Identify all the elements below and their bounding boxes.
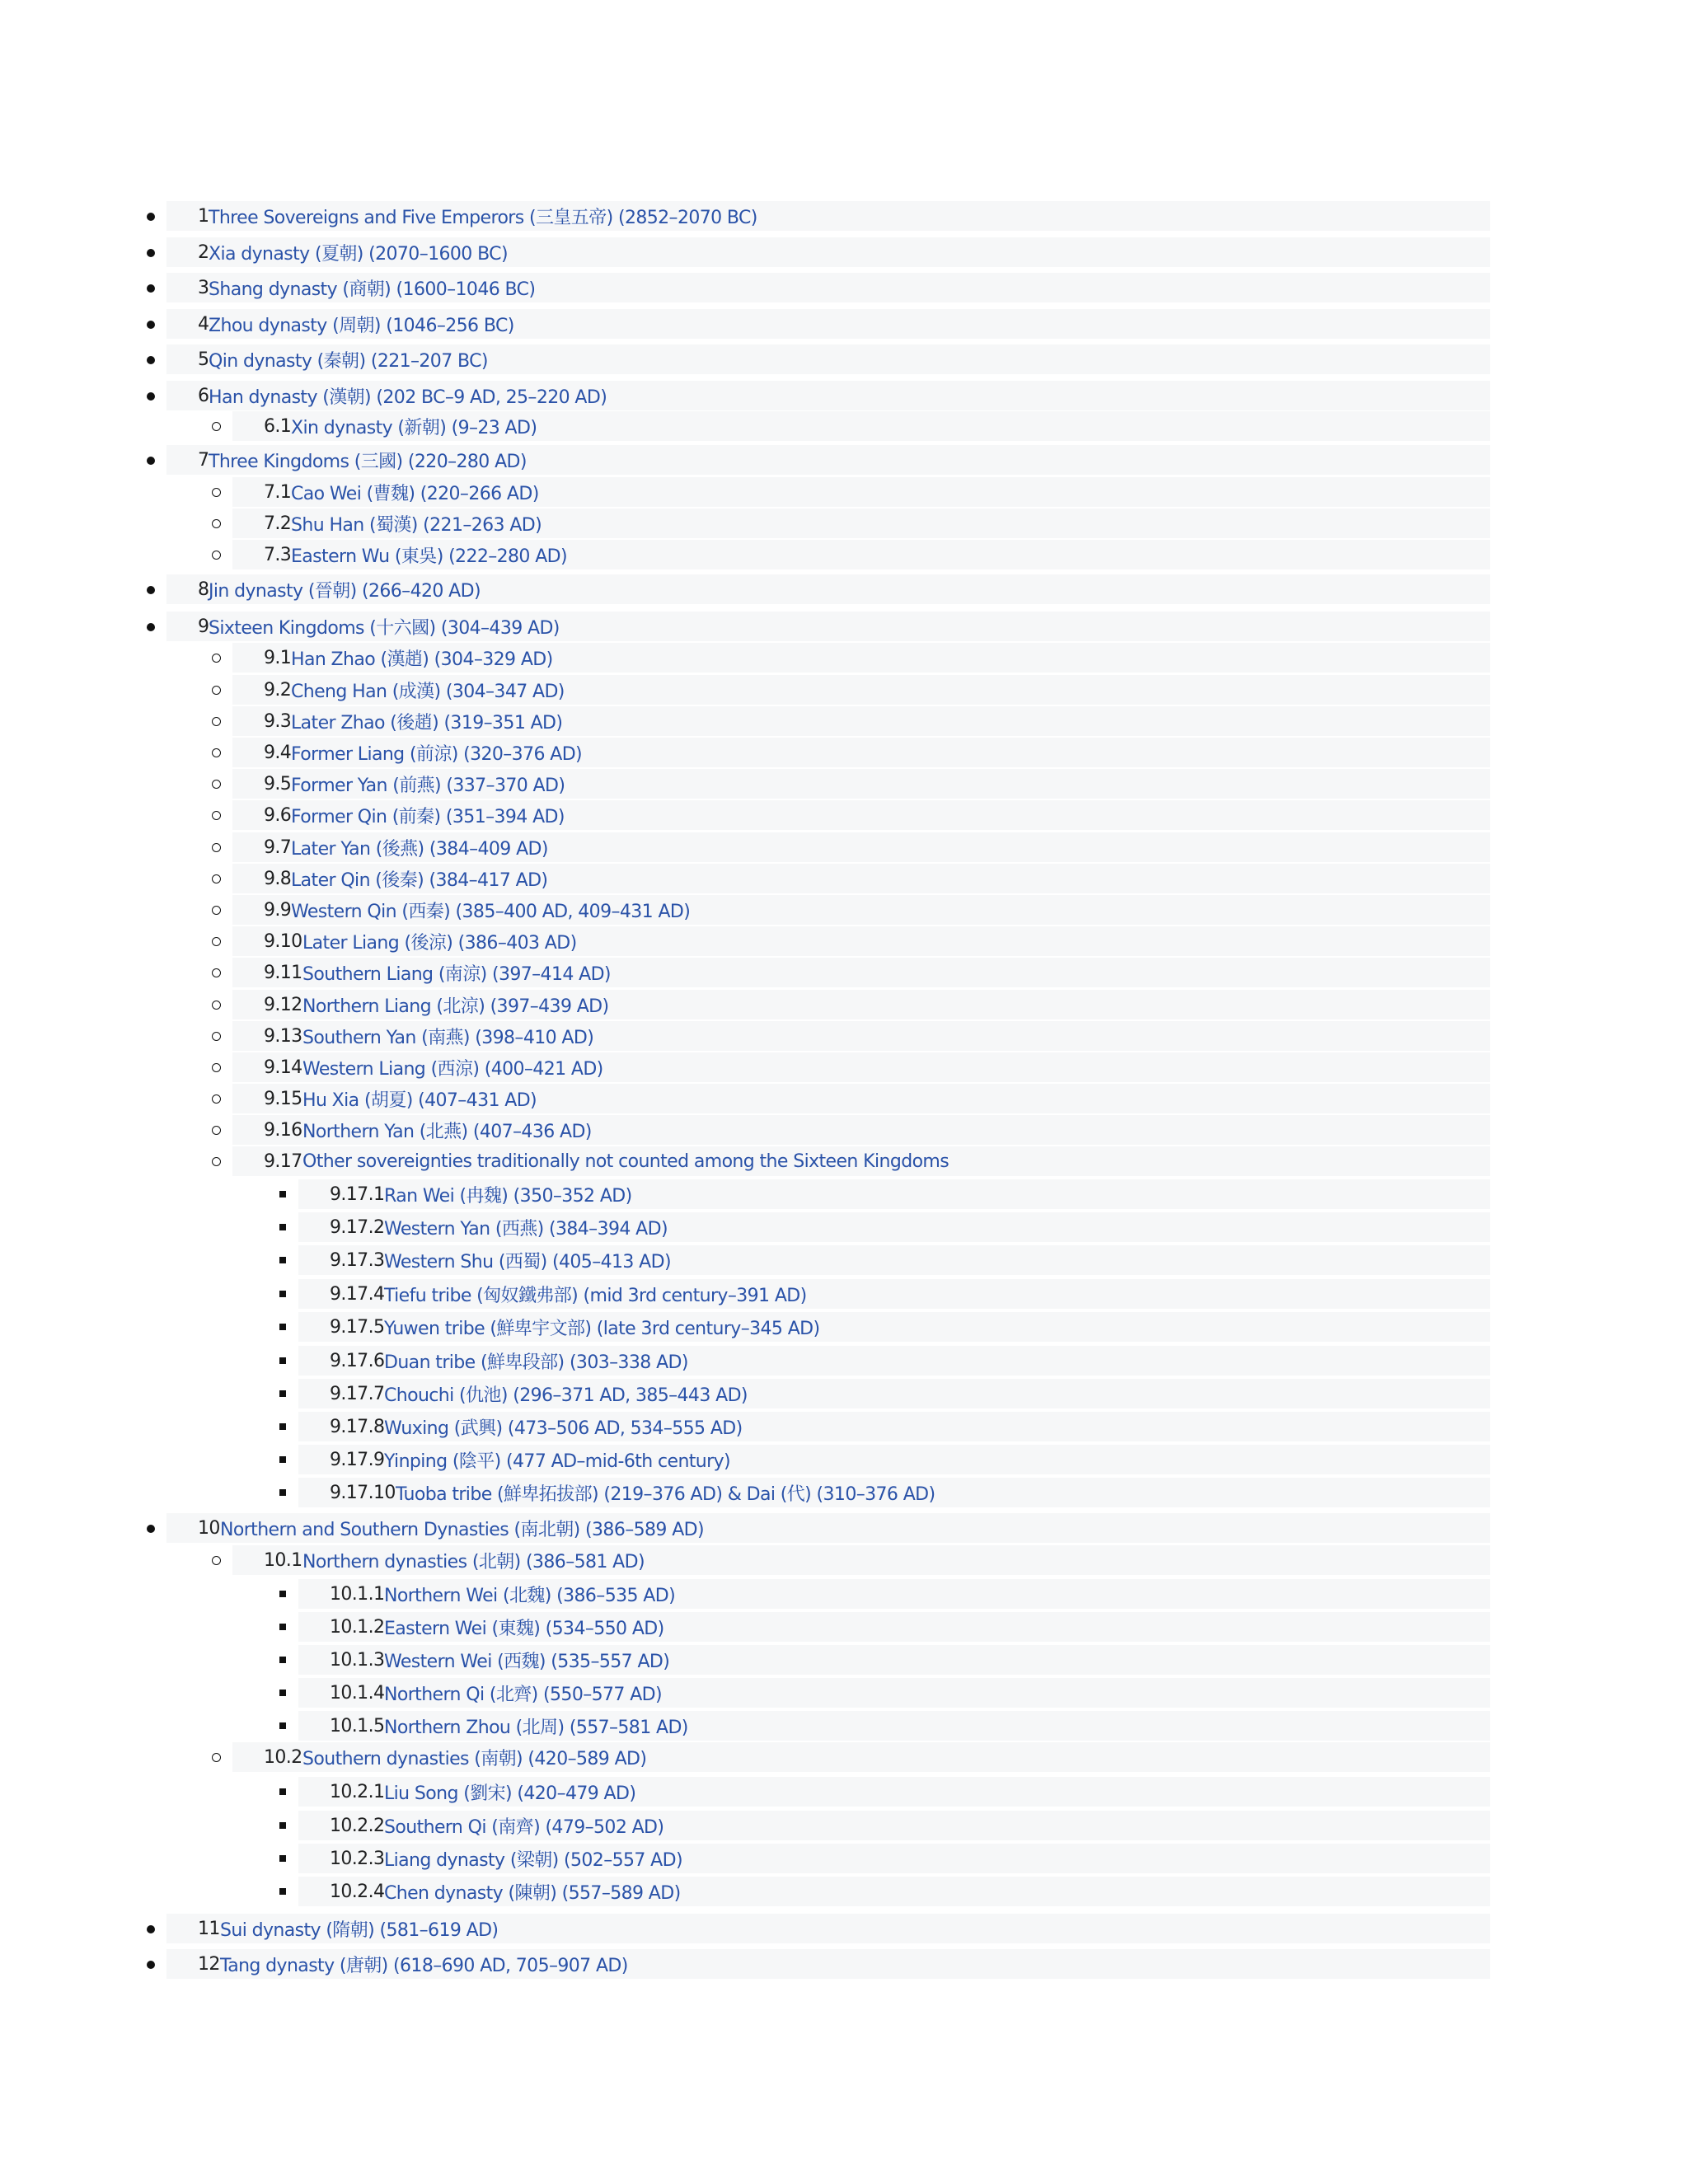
disc-bullet-icon: [142, 618, 160, 636]
toc-link[interactable]: Eastern Wei (東魏) (534–550 AD): [384, 1618, 664, 1639]
square-bullet-icon: [274, 1652, 292, 1670]
square-bullet-icon: [274, 1385, 292, 1404]
toc-link[interactable]: Zhou dynasty (周朝) (1046–256 BC): [209, 315, 514, 336]
circle-bullet-icon: [208, 807, 226, 825]
toc-link[interactable]: Southern Yan (南燕) (398–410 AD): [302, 1027, 594, 1048]
toc-item: [274, 1478, 1490, 1507]
circle-bullet-icon: [208, 964, 226, 982]
toc-link[interactable]: Western Wei (西魏) (535–557 AD): [384, 1651, 670, 1672]
toc-number: 9.3: [264, 710, 292, 732]
toc-number: 10.1.5: [330, 1715, 385, 1736]
circle-bullet-icon: [208, 1028, 226, 1046]
toc-item: [208, 411, 1490, 441]
toc-link[interactable]: Three Sovereigns and Five Emperors (三皇五帝) (2852–2070 BC): [209, 207, 757, 228]
toc-link[interactable]: Three Kingdoms (三國) (220–280 AD): [209, 451, 527, 472]
toc-link[interactable]: Western Qin (西秦) (385–400 AD, 409–431 AD): [291, 901, 691, 922]
square-bullet-icon: [274, 1219, 292, 1237]
circle-bullet-icon: [208, 1122, 226, 1140]
toc-item: [208, 926, 1490, 956]
toc-item: [274, 1579, 1490, 1609]
toc-link[interactable]: Western Yan (西燕) (384–394 AD): [384, 1218, 668, 1240]
square-bullet-icon: [274, 1451, 292, 1469]
disc-bullet-icon: [142, 244, 160, 262]
circle-bullet-icon: [208, 1059, 226, 1077]
toc-item: [274, 1711, 1490, 1741]
circle-bullet-icon: [208, 713, 226, 731]
toc-item: [142, 445, 1490, 475]
toc-number: 7: [198, 449, 209, 471]
toc-link[interactable]: Xia dynasty (夏朝) (2070–1600 BC): [209, 243, 508, 265]
toc-number: 10.2.2: [330, 1815, 385, 1836]
toc-item: [274, 1212, 1490, 1242]
toc-number: 9.12: [264, 994, 302, 1015]
toc-number: 9.17.9: [330, 1449, 385, 1470]
toc-link[interactable]: Southern dynasties (南朝) (420–589 AD): [302, 1748, 647, 1769]
square-bullet-icon: [274, 1685, 292, 1703]
toc-item: [274, 1379, 1490, 1408]
square-bullet-icon: [274, 1883, 292, 1901]
toc-number: 10.1.1: [330, 1583, 385, 1605]
circle-bullet-icon: [208, 744, 226, 762]
square-bullet-icon: [274, 1352, 292, 1371]
toc-number: 9.9: [264, 899, 292, 921]
toc-item: [208, 990, 1490, 1019]
toc-number: 9.1: [264, 647, 292, 668]
toc-item: [274, 1844, 1490, 1873]
toc-link[interactable]: Yuwen tribe (鮮卑宇文部) (late 3rd century–345 AD): [384, 1318, 820, 1339]
disc-bullet-icon: [142, 208, 160, 226]
toc-link[interactable]: Wuxing (武興) (473–506 AD, 534–555 AD): [384, 1418, 743, 1439]
square-bullet-icon: [274, 1484, 292, 1502]
toc-item: [274, 1811, 1490, 1840]
toc-item: [208, 706, 1490, 736]
toc-link[interactable]: Han Zhao (漢趙) (304–329 AD): [291, 649, 553, 670]
toc-item: [208, 864, 1490, 893]
square-bullet-icon: [274, 1718, 292, 1736]
toc-link[interactable]: Later Qin (後秦) (384–417 AD): [291, 869, 548, 891]
toc-link[interactable]: Duan tribe (鮮卑段部) (303–338 AD): [384, 1352, 688, 1373]
toc-item: [274, 1877, 1490, 1906]
square-bullet-icon: [274, 1586, 292, 1604]
toc-link[interactable]: Ran Wei (冉魏) (350–352 AD): [384, 1185, 632, 1207]
toc-link[interactable]: Shang dynasty (商朝) (1600–1046 BC): [209, 279, 536, 300]
toc-link[interactable]: Northern and Southern Dynasties (南北朝) (386–589 AD): [220, 1519, 704, 1540]
toc-item: [142, 344, 1490, 374]
toc-number: 1: [198, 205, 209, 227]
disc-bullet-icon: [142, 1520, 160, 1538]
toc-link[interactable]: Jin dynasty (晉朝) (266–420 AD): [209, 580, 481, 602]
toc-item: [274, 1279, 1490, 1309]
toc-number: 7.2: [264, 513, 292, 534]
toc-number: 9.4: [264, 742, 292, 763]
circle-bullet-icon: [208, 418, 226, 436]
toc-number: 10.1.4: [330, 1682, 385, 1704]
circle-bullet-icon: [208, 546, 226, 565]
toc-item: [142, 381, 1490, 410]
toc-item: [274, 1179, 1490, 1209]
square-bullet-icon: [274, 1619, 292, 1637]
toc-number: 11: [198, 1918, 220, 1939]
toc-item: [208, 509, 1490, 538]
toc-link[interactable]: Hu Xia (胡夏) (407–431 AD): [302, 1090, 537, 1111]
toc-number: 9.10: [264, 930, 302, 952]
circle-bullet-icon: [208, 649, 226, 668]
toc-link[interactable]: Chen dynasty (陳朝) (557–589 AD): [384, 1882, 681, 1904]
disc-bullet-icon: [142, 351, 160, 369]
toc-number: 9.8: [264, 868, 292, 889]
toc-link[interactable]: Tiefu tribe (匈奴鐵弗部) (mid 3rd century–391 AD): [384, 1285, 807, 1306]
toc-number: 10.2.1: [330, 1781, 385, 1802]
toc-number: 6: [198, 385, 209, 406]
toc-number: 6.1: [264, 415, 292, 437]
circle-bullet-icon: [208, 839, 226, 857]
toc-item: [208, 738, 1490, 767]
toc-number: 10.1.3: [330, 1649, 385, 1671]
toc-number: 2: [198, 241, 209, 263]
toc-item: [208, 1146, 1490, 1176]
toc-number: 9.17.2: [330, 1216, 385, 1238]
toc-item: [208, 1084, 1490, 1113]
toc-number: 8: [198, 579, 209, 600]
toc-number: 10.2.4: [330, 1881, 385, 1902]
disc-bullet-icon: [142, 452, 160, 470]
toc-item: [274, 1678, 1490, 1708]
toc-link[interactable]: Chouchi (仇池) (296–371 AD, 385–443 AD): [384, 1385, 748, 1406]
toc-item: [142, 574, 1490, 604]
toc-item: [274, 1346, 1490, 1376]
disc-bullet-icon: [142, 1956, 160, 1974]
toc-item: [142, 237, 1490, 267]
toc-item: [208, 1052, 1490, 1082]
circle-bullet-icon: [208, 484, 226, 502]
toc-item: [274, 1612, 1490, 1642]
toc-number: 9.17.8: [330, 1416, 385, 1437]
toc-link[interactable]: Cheng Han (成漢) (304–347 AD): [291, 681, 565, 702]
toc-link[interactable]: Sixteen Kingdoms (十六國) (304–439 AD): [209, 617, 560, 639]
toc-item: [274, 1645, 1490, 1675]
toc-number: 3: [198, 277, 209, 298]
toc-item: [208, 1545, 1490, 1575]
toc-number: 7.1: [264, 481, 292, 503]
toc-number: 10.1.2: [330, 1616, 385, 1638]
toc-link[interactable]: Liu Song (劉宋) (420–479 AD): [384, 1783, 636, 1804]
toc-link[interactable]: Southern Qi (南齊) (479–502 AD): [384, 1816, 664, 1838]
square-bullet-icon: [274, 1286, 292, 1304]
toc-link[interactable]: Southern Liang (南涼) (397–414 AD): [302, 963, 611, 985]
toc-number: 9.13: [264, 1025, 302, 1047]
toc-link[interactable]: Other sovereignties traditionally not counted among the Sixteen Kingdoms: [302, 1151, 950, 1172]
toc-item: [274, 1412, 1490, 1441]
toc-number: 9.2: [264, 679, 292, 701]
toc-link[interactable]: Northern dynasties (北朝) (386–581 AD): [302, 1551, 645, 1572]
toc-item: [142, 1513, 1490, 1543]
toc-item: [274, 1777, 1490, 1807]
toc-number: 9.17.6: [330, 1350, 385, 1371]
toc-item: [208, 1021, 1490, 1051]
toc-link[interactable]: Western Liang (西涼) (400–421 AD): [302, 1058, 603, 1080]
square-bullet-icon: [274, 1252, 292, 1270]
circle-bullet-icon: [208, 1090, 226, 1108]
toc-number: 5: [198, 349, 209, 370]
toc-link[interactable]: Northern Wei (北魏) (386–535 AD): [384, 1585, 676, 1606]
disc-bullet-icon: [142, 316, 160, 334]
circle-bullet-icon: [208, 682, 226, 700]
circle-bullet-icon: [208, 1749, 226, 1767]
toc-number: 9.17: [264, 1151, 302, 1172]
toc-item: [208, 958, 1490, 987]
toc-number: 12: [198, 1953, 220, 1975]
toc-item: [208, 895, 1490, 925]
toc-item: [142, 1914, 1490, 1943]
toc-item: [208, 675, 1490, 705]
toc-item: [208, 1742, 1490, 1772]
toc-link[interactable]: Later Yan (後燕) (384–409 AD): [291, 838, 548, 860]
square-bullet-icon: [274, 1817, 292, 1835]
toc-link[interactable]: Former Yan (前燕) (337–370 AD): [291, 775, 565, 796]
toc-item: [142, 309, 1490, 339]
disc-bullet-icon: [142, 581, 160, 599]
toc-link[interactable]: Former Liang (前涼) (320–376 AD): [291, 743, 583, 765]
disc-bullet-icon: [142, 1920, 160, 1938]
toc-number: 9.15: [264, 1088, 302, 1109]
toc-item: [142, 201, 1490, 231]
square-bullet-icon: [274, 1319, 292, 1337]
toc-link[interactable]: Han dynasty (漢朝) (202 BC–9 AD, 25–220 AD): [209, 387, 607, 408]
toc-link[interactable]: Later Liang (後涼) (386–403 AD): [302, 932, 577, 954]
toc-number: 9.5: [264, 773, 292, 794]
toc-item: [142, 273, 1490, 302]
toc-number: 9.11: [264, 962, 302, 983]
toc-link[interactable]: Eastern Wu (東吳) (222–280 AD): [291, 546, 567, 567]
toc-item: [208, 643, 1490, 673]
toc-number: 7.3: [264, 544, 292, 565]
toc-link[interactable]: Shu Han (蜀漢) (221–263 AD): [291, 514, 542, 536]
toc-item: [274, 1312, 1490, 1342]
toc-number: 9.17.5: [330, 1316, 385, 1338]
toc-link[interactable]: Northern Yan (北燕) (407–436 AD): [302, 1121, 592, 1142]
toc-link[interactable]: Tang dynasty (唐朝) (618–690 AD, 705–907 AD): [220, 1955, 628, 1976]
toc-number: 9.17.7: [330, 1383, 385, 1404]
toc-item: [208, 1115, 1490, 1145]
toc-number: 10: [198, 1517, 220, 1539]
disc-bullet-icon: [142, 279, 160, 298]
toc-item: [208, 800, 1490, 830]
toc-link[interactable]: Northern Qi (北齊) (550–577 AD): [384, 1684, 662, 1705]
square-bullet-icon: [274, 1418, 292, 1436]
toc-link[interactable]: Western Shu (西蜀) (405–413 AD): [384, 1251, 671, 1272]
toc-number: 9.7: [264, 837, 292, 858]
square-bullet-icon: [274, 1850, 292, 1868]
circle-bullet-icon: [208, 996, 226, 1015]
toc-number: 10.1: [264, 1549, 302, 1571]
toc-number: 10.2: [264, 1746, 302, 1768]
toc-link[interactable]: Cao Wei (曹魏) (220–266 AD): [291, 483, 539, 504]
toc-item: [208, 832, 1490, 862]
toc-link[interactable]: Xin dynasty (新朝) (9–23 AD): [291, 417, 537, 438]
toc-number: 9.16: [264, 1119, 302, 1141]
toc-item: [208, 540, 1490, 569]
toc-link[interactable]: Former Qin (前秦) (351–394 AD): [291, 806, 565, 827]
circle-bullet-icon: [208, 1552, 226, 1570]
circle-bullet-icon: [208, 933, 226, 951]
toc-number: 9.17.4: [330, 1283, 385, 1305]
toc-item: [208, 477, 1490, 507]
toc-link[interactable]: Yinping (陰平) (477 AD–mid-6th century): [384, 1451, 731, 1472]
toc-link[interactable]: Tuoba tribe (鮮卑拓拔部) (219–376 AD) & Dai (代) (310–376 AD): [396, 1483, 935, 1505]
toc-item: [142, 612, 1490, 641]
toc-number: 4: [198, 313, 209, 335]
toc-item: [274, 1445, 1490, 1474]
toc-item: [274, 1245, 1490, 1275]
toc-number: 9.17.1: [330, 1183, 385, 1205]
toc-link[interactable]: Northern Zhou (北周) (557–581 AD): [384, 1717, 688, 1738]
toc-number: 9.17.3: [330, 1249, 385, 1271]
circle-bullet-icon: [208, 776, 226, 794]
toc-number: 9.17.10: [330, 1482, 396, 1503]
square-bullet-icon: [274, 1186, 292, 1204]
toc-number: 9: [198, 616, 209, 637]
toc-item: [142, 1949, 1490, 1979]
toc-number: 9.14: [264, 1057, 302, 1078]
square-bullet-icon: [274, 1783, 292, 1802]
toc-item: [208, 769, 1490, 799]
circle-bullet-icon: [208, 870, 226, 888]
toc-link[interactable]: Qin dynasty (秦朝) (221–207 BC): [209, 350, 488, 372]
circle-bullet-icon: [208, 1153, 226, 1171]
toc-link[interactable]: Northern Liang (北涼) (397–439 AD): [302, 996, 609, 1017]
toc-link[interactable]: Sui dynasty (隋朝) (581–619 AD): [220, 1919, 499, 1941]
toc-number: 9.6: [264, 804, 292, 826]
toc-link[interactable]: Liang dynasty (梁朝) (502–557 AD): [384, 1849, 682, 1871]
circle-bullet-icon: [208, 515, 226, 533]
toc-link[interactable]: Later Zhao (後趙) (319–351 AD): [291, 712, 563, 733]
toc-number: 10.2.3: [330, 1848, 385, 1869]
circle-bullet-icon: [208, 902, 226, 920]
disc-bullet-icon: [142, 387, 160, 405]
